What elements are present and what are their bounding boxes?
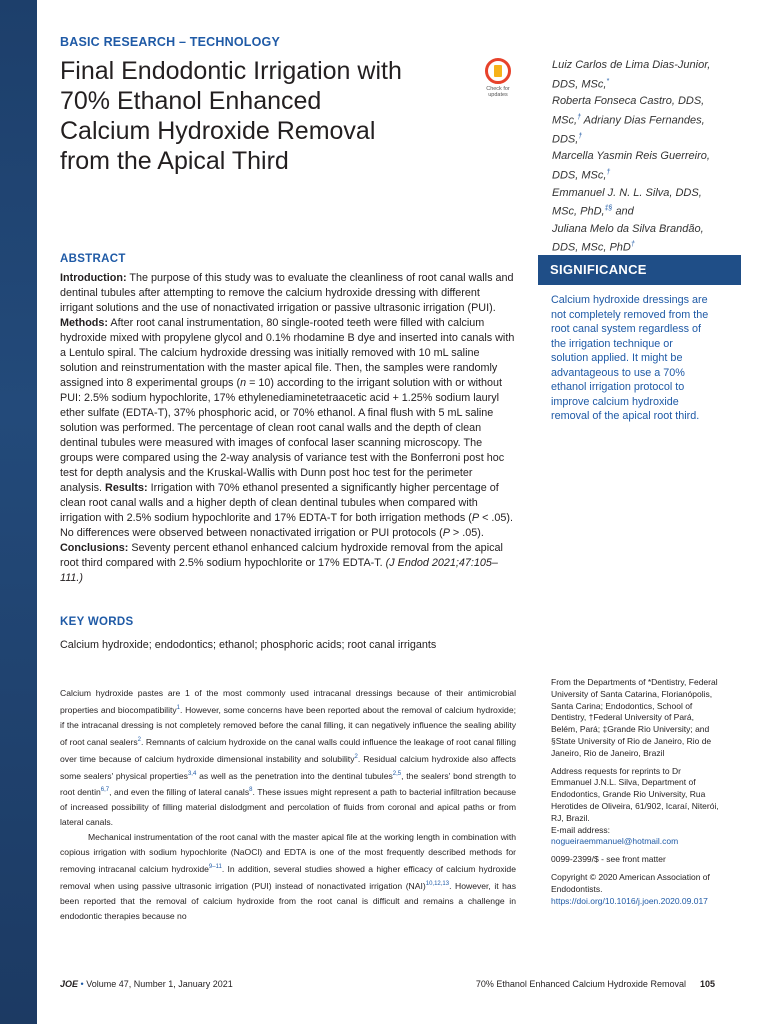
author-name: Adriany Dias Fernandes, (583, 114, 705, 127)
author-name: Marcella Yasmin Reis Guerreiro, (552, 150, 710, 163)
issn: 0099-2399/$ - see front matter (551, 854, 666, 865)
author-mark: * (606, 77, 610, 85)
abstract-heading: ABSTRACT (60, 253, 126, 265)
title-line: from the Apical Third (60, 147, 289, 175)
author-mark: † (606, 169, 611, 177)
badge-label: Check for (486, 86, 510, 92)
keywords-text: Calcium hydroxide; endodontics; ethanol; phosphoric acids; root canal irrigants (60, 639, 437, 651)
methods-text: After root canal instrumentation, 80 single-rooted teeth were filled with calcium hydroxide mixed with propylene glycol and 0.1% rhodamine B dye and inserted into canals with a Lentulo spiral. The calcium hydroxide dressing was initially removed with 10 mL saline solution and reinstrumentation with the master apical file. Then, the samples were randomly assigned into 8 experimental groups ( (60, 317, 515, 389)
body-span: . In addition, several studies showed a higher efficacy of calcium hydroxide removal when using passive ultrasonic irrigation (PUI) instead of nonactivated irrigation (NAI) (60, 864, 516, 892)
body-span: Mechanical instrumentation of the root canal with the master apical file at the working length in combination with copious irrigation with sodium hypochlorite (NaOCl) and EDTA is one of the most frequently described methods for removing intracanal calcium hydroxide (60, 832, 516, 875)
email-link[interactable]: nogueiraemmanuel@hotmail.com (551, 836, 679, 847)
methods-n: n (240, 377, 247, 389)
reference-link[interactable]: 6,7 (100, 787, 110, 794)
results-p: P (442, 527, 450, 539)
affiliations (551, 677, 721, 913)
author-mark: † (578, 133, 583, 141)
author-degree: MSc, PhD, (552, 205, 605, 218)
body-span: as well as the penetration into the dentinal tubules (196, 770, 393, 781)
title-line: Final Endodontic Irrigation with (60, 57, 402, 85)
author-degree: MSc, (552, 114, 578, 127)
significance-text: Calcium hydroxide dressings are not completely removed from the root canal system regardless of the irrigation technique or solution applied. It might be advantageous to use a 70% ethanol irrigation protocol to improve calcium hydroxide removal of the apical root third. (551, 294, 709, 422)
body-span: , the sealers' bond strength to root dentin (60, 770, 517, 798)
copyright-text: Copyright © 2020 American Association of Endodontists. (551, 871, 710, 894)
address-text: Address requests for reprints to Dr Emmanuel J.N.L. Silva, Department of Endodontics, Grande Rio University, Rua Herotides de Oliveira, 61/902, Icaraí, Niterói, RJ, Brazil. (551, 765, 719, 823)
conclusions-text: Seventy percent ethanol enhanced calcium hydroxide removal from the apical root third compared with 2.5% sodium hypochlorite or 17% EDTA-T. (60, 542, 503, 569)
body-span: , and even the filling of lateral canals (109, 787, 250, 798)
results-text: < .05). No differences were observed between nonactivated irrigation or PUI protocols ( (60, 512, 513, 539)
body-paragraph (60, 830, 516, 924)
reference-link[interactable]: 10,12,13 (425, 881, 450, 888)
citation: (J Endod 2021;47:105–111.) (60, 557, 498, 584)
check-for-updates-badge[interactable] (478, 58, 518, 100)
author-degree: DDS, (552, 133, 579, 146)
reprint-address (551, 766, 721, 849)
author-conjunction: and (615, 205, 634, 218)
body-span: . However, some concerns have been reported about the removal of calcium hydroxide; if the intracanal dressing is not completely removed before the canal filling, it can negatively influence the sealing ability of root canal sealers (60, 704, 516, 747)
volume-info: Volume 47, Number 1, January 2021 (86, 979, 233, 989)
title-line: 70% Ethanol Enhanced (60, 87, 322, 115)
author-name: Roberta Fonseca Castro, DDS, (552, 95, 705, 108)
badge-label: updates (488, 92, 508, 98)
methods-label: Methods: (60, 317, 108, 329)
crossmark-icon (485, 58, 511, 84)
author-degree: DDS, MSc, (552, 169, 607, 182)
author-list (552, 57, 752, 257)
author-degree: DDS, MSc, PhD (552, 241, 631, 254)
intro-text: The purpose of this study was to evaluate the cleanliness of root canal walls and dentinal tubules after attempting to remove the calcium hydroxide dressing with different irrigant solutions and the use of nonactivated irrigation or passive ultrasonic irrigation (PUI). (60, 272, 514, 314)
doi-link[interactable]: https://doi.org/10.1016/j.joen.2020.09.017 (551, 895, 708, 906)
results-label: Results: (105, 482, 148, 494)
running-title: 70% Ethanol Enhanced Calcium Hydroxide Removal (475, 979, 686, 989)
body-span: . These issues might represent a path to bacterial infiltration because of increased possibility of filling material dislodgment and percolation of fluids from coronal and apical paths or from lateral canals. (60, 787, 516, 828)
journal-abbrev: JOE (60, 979, 79, 989)
article-title (60, 56, 480, 176)
significance-heading: SIGNIFICANCE (538, 255, 741, 285)
author-name: Juliana Melo da Silva Brandão, (552, 222, 704, 235)
author-degree: DDS, MSc, (552, 78, 607, 91)
footer-running-title (476, 979, 715, 989)
methods-text: = 10) according to the irrigant solution with or without PUI: 2.5% sodium hypochlorite, 17% ethylenediaminetetraacetic acid + 1.25% sodium lauryl ether sulfate (EDTA-T), 37% phosphoric acid, or 70% ethanol. A final flush with 5 mL saline solution was performed. The percentage of clean root canal walls and the depth of clean dentinal tubules were measured with images of confocal laser scanning microscopy. The groups were compared using the 2-way analysis of variance test with the Bonferroni post hoc test for depth analysis and the Kruskal-Wallis with Dunn post hoc test for the perimeter analysis. (60, 377, 505, 494)
journal-side-bar (0, 0, 37, 1024)
reference-link[interactable]: 2 (137, 736, 141, 743)
results-text: Irrigation with 70% ethanol presented a significantly higher percentage of clean root canal walls and a higher depth of clean dentinal tubules when compared with irrigation with 2.5% sodium hypochlorite and 17% EDTA-T for both irrigation methods ( (60, 482, 499, 524)
author-name: Emmanuel J. N. L. Silva, DDS, (552, 186, 702, 199)
title-line: Calcium Hydroxide Removal (60, 117, 376, 145)
reference-link[interactable]: 2 (354, 753, 358, 760)
copyright (551, 872, 721, 907)
author-mark: ‡§ (604, 205, 613, 213)
author-name: Luiz Carlos de Lima Dias-Junior, (552, 59, 711, 71)
body-span: . However, it has been reported that the removal of calcium hydroxide from the root canal is difficult and remains a challenge in endodontic therapies because no (60, 881, 516, 922)
intro-label: Introduction: (60, 272, 127, 284)
results-text: > .05). (449, 527, 484, 539)
body-span: . Remnants of calcium hydroxide on the canal walls could influence the leakage of root canal filling over time because of calcium hydroxide dimensional instability and solubility (60, 736, 516, 764)
reference-link[interactable]: 2,5 (392, 770, 402, 777)
body-span: Calcium hydroxide pastes are 1 of the most commonly used intracanal dressings because of their antimicrobial properties and biocompatibility (60, 688, 516, 715)
reference-link[interactable]: 1 (176, 705, 181, 711)
body-paragraph (60, 686, 516, 830)
page-number: 105 (699, 979, 715, 989)
abstract-text (60, 271, 515, 586)
body-span: . Residual calcium hydroxide also affects some sealers' physical properties (60, 753, 516, 781)
conclusions-label: Conclusions: (60, 542, 129, 554)
results-p: P (471, 512, 480, 524)
keywords-heading: KEY WORDS (60, 616, 134, 628)
reference-link[interactable]: 9–11 (208, 864, 222, 871)
reference-link[interactable]: 3,4 (187, 770, 197, 777)
body-text (60, 686, 516, 924)
affiliation-from: From the Departments of *Dentistry, Federal University of Santa Catarina, Florianópolis, Santa Carina; Endodontics, School of Dentistry, †Federal University of Pará, Belém, Pará; ‡Grande Rio University; and §State University of Rio de Janeiro, Rio de Janeiro, Rio de Janeiro, Brazil (551, 677, 718, 758)
author-mark: † (577, 113, 581, 121)
section-kicker: BASIC RESEARCH – TECHNOLOGY (60, 35, 281, 49)
author-mark: † (630, 241, 635, 249)
bullet-icon: • (80, 979, 84, 989)
email-label: E-mail address: (551, 824, 611, 835)
footer-journal-info (60, 979, 233, 989)
reference-link[interactable]: 8 (249, 787, 253, 794)
